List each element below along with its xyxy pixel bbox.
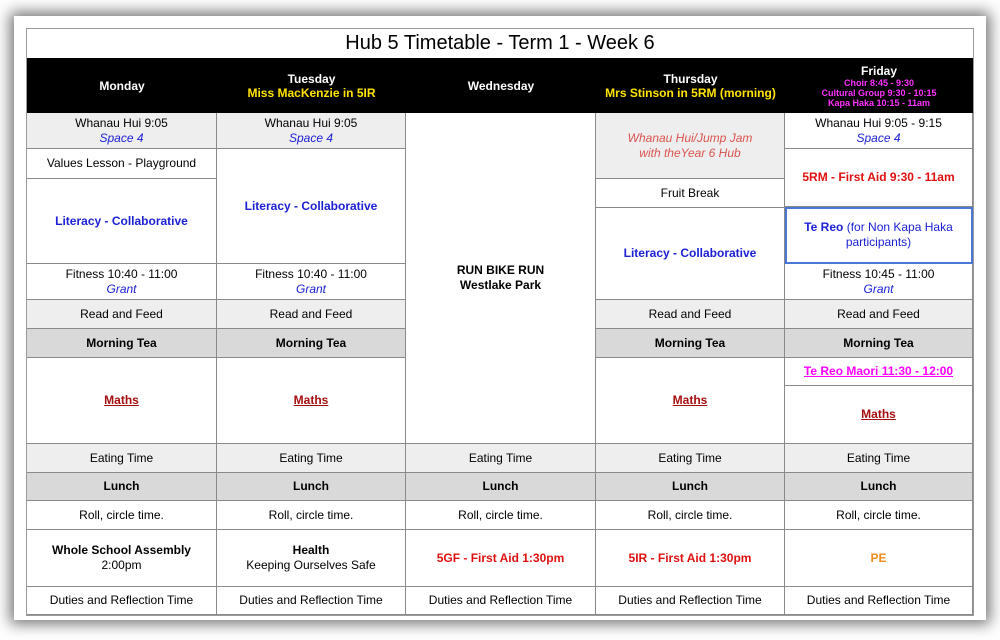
- thursday-fruit-label: Fruit Break: [660, 185, 720, 200]
- thursday-literacy-label: Literacy - Collaborative: [623, 246, 757, 260]
- page-title: Hub 5 Timetable - Term 1 - Week 6: [345, 32, 655, 54]
- tuesday-literacy-label: Literacy - Collaborative: [244, 198, 378, 213]
- friday-hui-place: Space 4: [856, 130, 901, 145]
- tuesday-roll: [217, 501, 406, 530]
- tuesday-maths-label: Maths: [293, 393, 329, 407]
- friday-tereo-text: [789, 220, 968, 250]
- thursday-hui-sub: with theYear 6 Hub: [639, 145, 741, 160]
- monday-tea-label: Morning Tea: [86, 335, 157, 350]
- tuesday-hui-label: Whanau Hui 9:05: [264, 115, 358, 130]
- friday-lunch-label: Lunch: [860, 479, 897, 493]
- monday-eating-label: Eating Time: [89, 450, 154, 465]
- tuesday-health: [217, 530, 406, 587]
- monday-fitness-who: Grant: [106, 281, 137, 296]
- friday-tereo-maori: [785, 358, 973, 386]
- thursday-roll-label: Roll, circle time.: [647, 507, 733, 522]
- thursday-roll: [596, 501, 785, 530]
- monday-duties: [27, 587, 217, 615]
- friday-fitness-label: Fitness 10:45 - 11:00: [822, 266, 935, 281]
- monday-lunch-label: Lunch: [103, 479, 140, 493]
- header-friday-sub3: Kapa Haka 10:15 - 11am: [827, 97, 931, 108]
- monday-maths-label: Maths: [104, 393, 139, 407]
- wednesday-eating: [406, 444, 596, 473]
- tuesday-roll-label: Roll, circle time.: [268, 507, 354, 522]
- tuesday-literacy: [217, 149, 406, 264]
- tuesday-tea: [217, 329, 406, 358]
- thursday-firstaid: [596, 530, 785, 587]
- header-friday: [785, 58, 973, 113]
- monday-hui-place: Space 4: [99, 130, 144, 145]
- thursday-tea-label: Morning Tea: [654, 335, 726, 350]
- header-tuesday: [217, 58, 406, 113]
- wednesday-firstaid: [406, 530, 596, 587]
- wednesday-run-label: RUN BIKE RUN: [456, 263, 545, 277]
- friday-hui: [785, 113, 973, 149]
- thursday-firstaid-label: 5IR - First Aid 1:30pm: [628, 550, 752, 565]
- friday-tereo[interactable]: [785, 207, 973, 264]
- friday-maths: [785, 386, 973, 444]
- thursday-read: [596, 300, 785, 329]
- tuesday-maths: [217, 358, 406, 444]
- friday-tereo-sub: (for Non Kapa Haka participants): [843, 220, 953, 249]
- tuesday-duties-label: Duties and Reflection Time: [239, 593, 383, 607]
- header-thursday-label: Thursday: [663, 71, 718, 86]
- thursday-eating: [596, 444, 785, 473]
- friday-firstaid-label: 5RM - First Aid 9:30 - 11am: [802, 170, 955, 184]
- thursday-literacy: [596, 208, 785, 300]
- wednesday-eating-label: Eating Time: [468, 450, 533, 465]
- wednesday-lunch-label: Lunch: [482, 479, 519, 493]
- tuesday-lunch: [217, 473, 406, 501]
- friday-read-label: Read and Feed: [837, 306, 920, 321]
- header-tuesday-sub: Miss MacKenzie in 5IR: [247, 85, 376, 100]
- monday-hui-label: Whanau Hui 9:05: [75, 115, 168, 130]
- thursday-maths: [596, 358, 785, 444]
- monday-lunch: [27, 473, 217, 501]
- friday-eating-label: Eating Time: [846, 450, 911, 465]
- thursday-duties-label: Duties and Reflection Time: [618, 593, 762, 607]
- tuesday-fitness-label: Fitness 10:40 - 11:00: [255, 266, 367, 281]
- thursday-eating-label: Eating Time: [658, 450, 722, 465]
- header-thursday: [596, 58, 785, 113]
- wednesday-run-place: Westlake Park: [459, 278, 542, 292]
- friday-pe: [785, 530, 973, 587]
- tuesday-lunch-label: Lunch: [293, 479, 329, 493]
- friday-tereo-label: Te Reo: [804, 220, 844, 234]
- monday-roll-label: Roll, circle time.: [79, 507, 164, 522]
- friday-fitness-who: Grant: [863, 281, 894, 296]
- friday-roll: [785, 501, 973, 530]
- tuesday-read: [217, 300, 406, 329]
- tuesday-read-label: Read and Feed: [269, 306, 353, 321]
- timetable-sheet: [26, 28, 974, 616]
- thursday-tea: [596, 329, 785, 358]
- header-monday-label: Monday: [99, 78, 145, 93]
- tuesday-eating-label: Eating Time: [279, 450, 343, 465]
- tuesday-hui-place: Space 4: [288, 130, 334, 145]
- thursday-read-label: Read and Feed: [648, 306, 732, 321]
- friday-lunch: [785, 473, 973, 501]
- monday-literacy: [27, 179, 217, 264]
- timetable-frame: [14, 16, 986, 620]
- header-friday-label: Friday: [860, 63, 897, 78]
- tuesday-fitness-who: Grant: [295, 281, 326, 296]
- friday-eating: [785, 444, 973, 473]
- thursday-hui: [596, 113, 785, 179]
- thursday-lunch-label: Lunch: [672, 479, 708, 493]
- monday-tea: [27, 329, 217, 358]
- friday-duties: [785, 587, 973, 615]
- wednesday-roll: [406, 501, 596, 530]
- monday-values-label: Values Lesson - Playground: [46, 156, 197, 170]
- thursday-fruit: [596, 179, 785, 208]
- friday-duties-label: Duties and Reflection Time: [806, 593, 951, 607]
- friday-tea: [785, 329, 973, 358]
- wednesday-lunch: [406, 473, 596, 501]
- thursday-lunch: [596, 473, 785, 501]
- wednesday-duties: [406, 587, 596, 615]
- friday-fitness: [785, 264, 973, 300]
- tuesday-eating: [217, 444, 406, 473]
- monday-assembly: [27, 530, 217, 587]
- monday-literacy-label: Literacy - Collaborative: [55, 213, 188, 228]
- header-thursday-sub: Mrs Stinson in 5RM (morning): [605, 85, 776, 100]
- header-friday-sub1: Choir 8:45 - 9:30: [843, 77, 915, 88]
- monday-assembly-label: Whole School Assembly: [52, 543, 191, 557]
- friday-roll-label: Roll, circle time.: [836, 507, 921, 522]
- wednesday-run: [406, 113, 596, 444]
- tuesday-duties: [217, 587, 406, 615]
- thursday-hui-label: Whanau Hui/Jump Jam: [627, 130, 753, 145]
- friday-tereo-maori-label: Te Reo Maori 11:30 - 12:00: [803, 364, 954, 378]
- monday-hui: [27, 113, 217, 149]
- monday-assembly-time: 2:00pm: [101, 558, 142, 572]
- header-monday: [27, 58, 217, 113]
- friday-pe-label: PE: [870, 550, 887, 565]
- header-tuesday-label: Tuesday: [287, 71, 336, 86]
- monday-fitness: [27, 264, 217, 300]
- thursday-maths-label: Maths: [672, 393, 708, 407]
- monday-fitness-label: Fitness 10:40 - 11:00: [65, 266, 178, 281]
- tuesday-fitness: [217, 264, 406, 300]
- wednesday-roll-label: Roll, circle time.: [458, 507, 543, 522]
- tuesday-health-sub: Keeping Ourselves Safe: [246, 558, 376, 572]
- monday-roll: [27, 501, 217, 530]
- header-wednesday-label: Wednesday: [467, 78, 535, 93]
- tuesday-health-label: Health: [292, 543, 330, 557]
- wednesday-firstaid-label: 5GF - First Aid 1:30pm: [436, 550, 565, 565]
- monday-read-label: Read and Feed: [80, 306, 163, 321]
- header-friday-sub2: Cultural Group 9:30 - 10:15: [821, 87, 937, 98]
- friday-maths-label: Maths: [861, 407, 896, 421]
- monday-values: [27, 149, 217, 179]
- tuesday-tea-label: Morning Tea: [275, 335, 347, 350]
- monday-eating: [27, 444, 217, 473]
- friday-hui-label: Whanau Hui 9:05 - 9:15: [815, 115, 942, 130]
- monday-read: [27, 300, 217, 329]
- friday-read: [785, 300, 973, 329]
- wednesday-duties-label: Duties and Reflection Time: [428, 593, 573, 607]
- tuesday-hui: [217, 113, 406, 149]
- friday-tea-label: Morning Tea: [843, 335, 914, 350]
- friday-firstaid: [785, 149, 973, 207]
- thursday-duties: [596, 587, 785, 615]
- header-wednesday: [406, 58, 596, 113]
- monday-duties-label: Duties and Reflection Time: [49, 593, 194, 607]
- monday-maths: [27, 358, 217, 444]
